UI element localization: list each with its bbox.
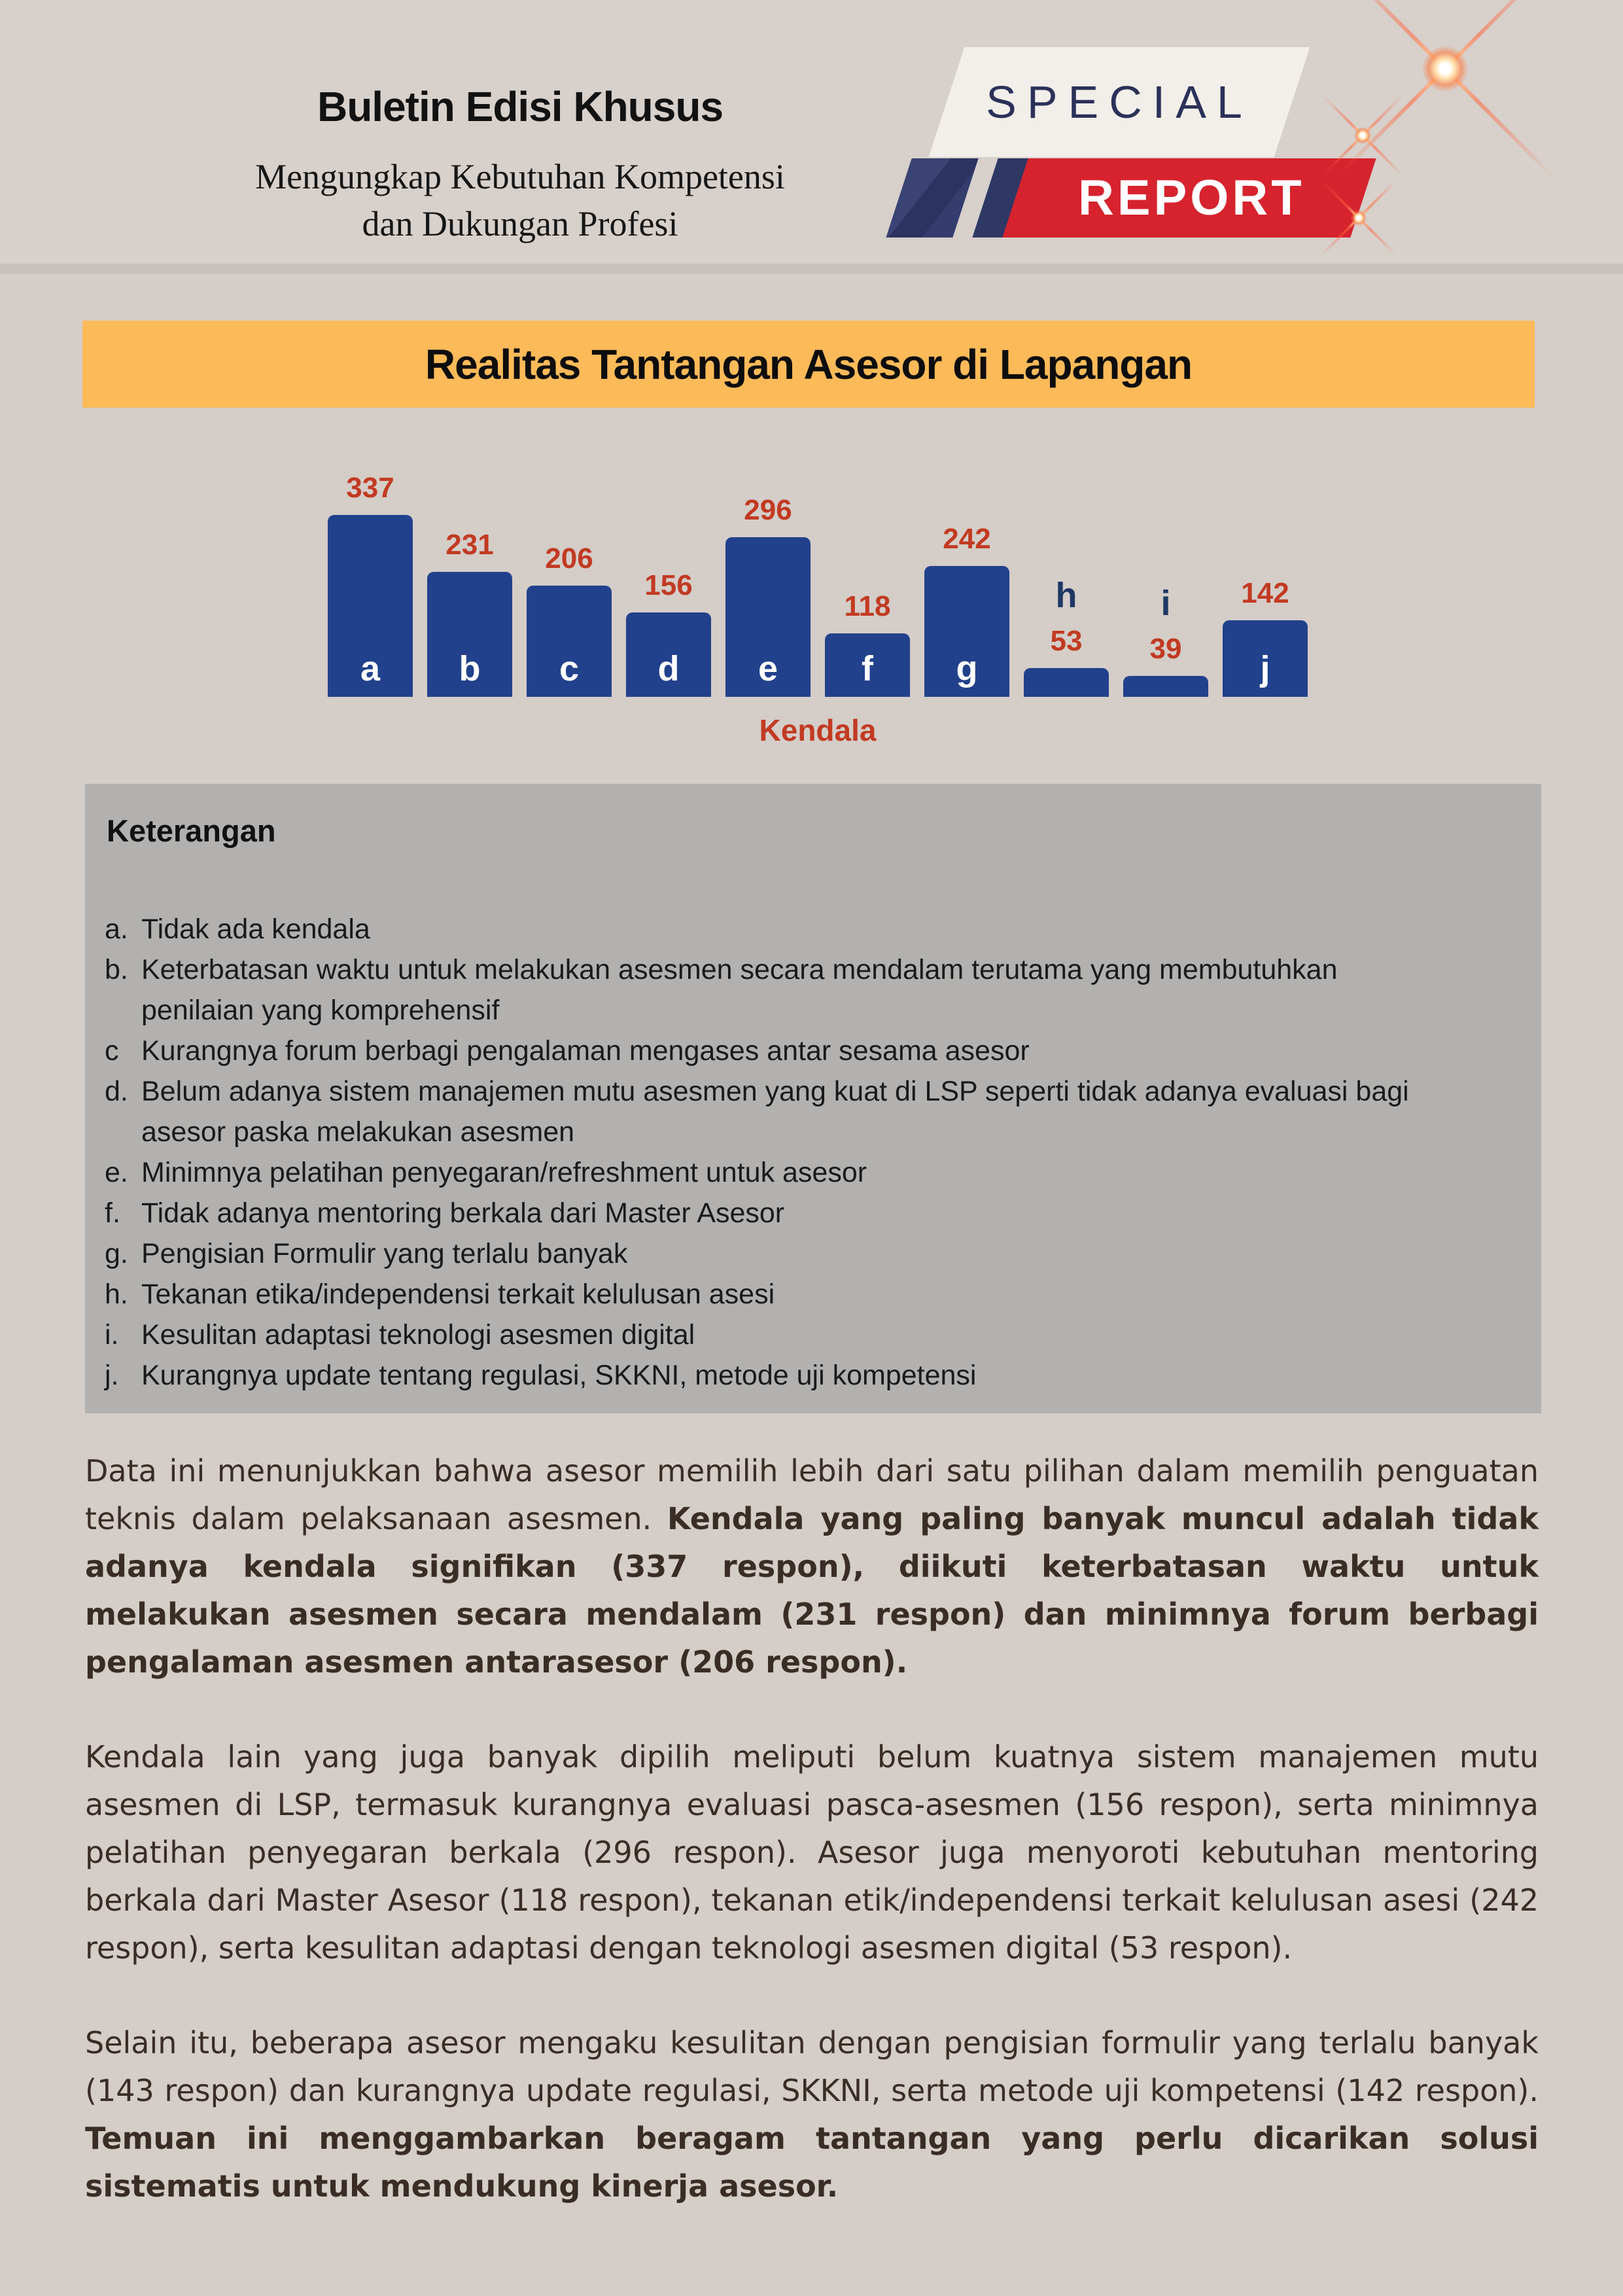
body-paragraphs <box>85 1447 1539 2257</box>
bar-label-f: f <box>862 649 873 688</box>
legend-item-text: Keterbatasan waktu untuk melakukan asesmen secara mendalam terutama yang membutuhkan penilaian yang komprehensif <box>141 954 1338 1026</box>
legend-item-text: Kurangnya update tentang regulasi, SKKNI, metode uji kompetensi <box>141 1360 977 1391</box>
legend-item-label: a. <box>105 913 128 945</box>
bar-i <box>1123 676 1208 697</box>
paragraph-1: Data ini menunjukkan bahwa asesor memilih lebih dari satu pilihan dalam memilih penguatan teknis dalam pelaksanaan asesmen. Kendala yang paling banyak muncul adalah tidak adanya kendala signifikan (337 respon), diikuti keterbatasan waktu untuk melakukan asesmen secara mendalam (231 respon) dan minimnya forum berbagi pengalaman asesmen antarasesor (206 respon). <box>85 1453 1539 1680</box>
bar-f <box>825 633 910 697</box>
legend-item-label: f. <box>105 1197 120 1229</box>
legend-item-c <box>105 1031 1518 1071</box>
legend-item-label: i. <box>105 1319 119 1351</box>
legend-item-text: Pengisian Formulir yang terlalu banyak <box>141 1238 628 1269</box>
bar-label-d: d <box>657 649 680 688</box>
bar-group-d <box>626 471 711 697</box>
legend-heading: Keterangan <box>107 813 276 848</box>
bar-d <box>626 612 711 697</box>
bar-group-j <box>1223 471 1308 697</box>
legend-item-label: b. <box>105 954 128 985</box>
legend-item-e <box>105 1152 1518 1193</box>
bar-value-j: 142 <box>1241 577 1289 609</box>
bulletin-subtitle <box>62 153 978 247</box>
bar-value-b: 231 <box>445 529 494 561</box>
logo-special-label: SPECIAL <box>986 77 1253 128</box>
legend-item-text: Kesulitan adaptasi teknologi asesmen digital <box>141 1319 695 1351</box>
legend-item-label: j. <box>105 1360 119 1391</box>
bar-group-e <box>725 471 811 697</box>
bar-chart-bars <box>321 471 1315 697</box>
x-axis-label: Kendala <box>759 713 877 747</box>
bar-label-h: h <box>1055 576 1077 615</box>
legend-item-b <box>105 949 1518 1031</box>
legend-item-text: Kurangnya forum berbagi pengalaman mengases antar sesama asesor <box>141 1035 1030 1067</box>
bar-value-f: 118 <box>844 590 891 622</box>
legend-item-label: g. <box>105 1238 128 1269</box>
bar-value-h: 53 <box>1050 625 1083 657</box>
bar-label-j: j <box>1260 649 1270 688</box>
bar-group-h <box>1024 471 1109 697</box>
bar-label-g: g <box>956 649 978 688</box>
bar-e <box>725 537 811 697</box>
bar-group-b <box>427 471 512 697</box>
legend-item-text: Tidak ada kendala <box>141 913 370 945</box>
section-banner <box>82 321 1535 408</box>
legend-item-a <box>105 909 1518 949</box>
bar-value-a: 337 <box>346 472 394 504</box>
paragraph-3: Selain itu, beberapa asesor mengaku kesulitan dengan pengisian formulir yang terlalu banyak (143 respon) dan kurangnya update regulasi, SKKNI, serta metode uji kompetensi (142 respon). Temuan ini menggambarkan beragam tantangan yang perlu dicarikan solusi sistematis untuk mendukung kinerja asesor. <box>85 2025 1539 2204</box>
section-title: Realitas Tantangan Asesor di Lapangan <box>425 340 1193 388</box>
legend-box <box>85 784 1541 1413</box>
bar-value-e: 296 <box>744 494 792 526</box>
legend-item-label: h. <box>105 1279 128 1310</box>
bar-label-i: i <box>1161 584 1171 623</box>
masthead <box>62 82 978 247</box>
legend-item-label: d. <box>105 1076 128 1107</box>
bar-a <box>328 515 413 697</box>
legend-list <box>105 909 1518 1396</box>
logo-report-label: REPORT <box>1078 170 1305 226</box>
bar-value-c: 206 <box>545 542 593 574</box>
bar-label-a: a <box>360 649 381 688</box>
bar-j <box>1223 620 1308 697</box>
bar-value-g: 242 <box>943 523 991 555</box>
legend-item-text: Tidak adanya mentoring berkala dari Master Asesor <box>141 1197 785 1229</box>
legend-item-label: c <box>105 1035 119 1067</box>
subtitle-line-1: Mengungkap Kebutuhan Kompetensi <box>255 157 785 196</box>
bar-group-a <box>328 471 413 697</box>
subtitle-line-2: dan Dukungan Profesi <box>362 204 678 243</box>
bar-chart <box>321 471 1315 748</box>
bar-b <box>427 572 512 697</box>
bar-group-f <box>825 471 910 697</box>
bar-label-b: b <box>459 649 481 688</box>
legend-item-text: Tekanan etika/independensi terkait kelulusan asesi <box>141 1279 775 1310</box>
paragraph-2: Kendala lain yang juga banyak dipilih meliputi belum kuatnya sistem manajemen mutu asesmen di LSP, termasuk kurangnya evaluasi pasca-asesmen (156 respon), serta minimnya pelatihan penyegaran berkala (296 respon). Asesor juga menyoroti kebutuhan mentoring berkala dari Master Asesor (118 respon), tekanan etik/independensi terkait kelulusan asesi (242 respon), serta kesulitan adaptasi dengan teknologi asesmen digital (53 respon). <box>85 1739 1539 1966</box>
bar-label-e: e <box>758 649 778 688</box>
bar-group-c <box>527 471 612 697</box>
bar-h <box>1024 668 1109 697</box>
bar-g <box>924 566 1009 697</box>
legend-item-f <box>105 1193 1518 1233</box>
bar-group-i <box>1123 471 1208 697</box>
legend-item-g <box>105 1233 1518 1274</box>
bar-label-c: c <box>559 649 580 688</box>
bar-group-g <box>924 471 1009 697</box>
legend-item-i <box>105 1315 1518 1355</box>
header-divider <box>0 264 1623 274</box>
legend-item-text: Minimnya pelatihan penyegaran/refreshment untuk asesor <box>141 1157 867 1188</box>
legend-item-h <box>105 1274 1518 1315</box>
legend-item-d <box>105 1071 1518 1152</box>
legend-item-label: e. <box>105 1157 128 1188</box>
legend-item-j <box>105 1355 1518 1396</box>
bar-value-i: 39 <box>1149 633 1182 665</box>
bar-c <box>527 586 612 697</box>
bar-value-d: 156 <box>644 569 693 601</box>
legend-item-text: Belum adanya sistem manajemen mutu asesmen yang kuat di LSP seperti tidak adanya evaluasi bagi asesor paska melakukan asesmen <box>141 1076 1409 1148</box>
bulletin-title: Buletin Edisi Khusus <box>317 83 724 130</box>
